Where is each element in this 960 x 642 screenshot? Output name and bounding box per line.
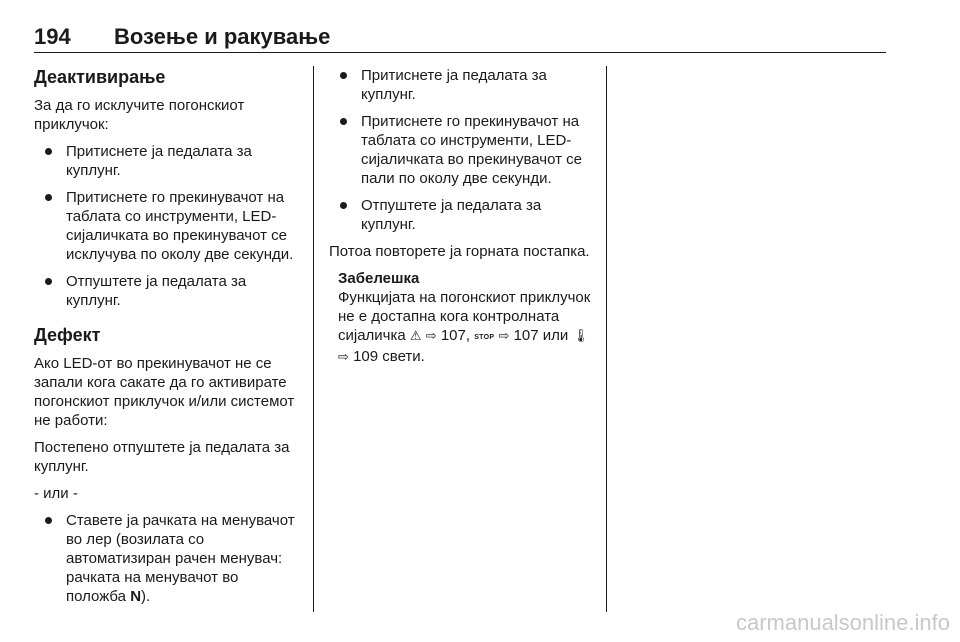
left-column — [34, 66, 299, 614]
coolant-temperature-icon: 🌡 — [572, 328, 589, 343]
note-title: Забелешка — [338, 270, 420, 287]
column-divider — [313, 66, 314, 612]
page-reference-arrow-icon: ⇨ — [338, 349, 349, 364]
malfunction-paragraph: Ако LED-от во прекинувачот не се запали кога сакате да го активирате погонскиот приклучок и/или системот не работи: — [34, 355, 295, 429]
malfunction-instruction: Постепено отпуштете ја педалата за куплунг. — [34, 439, 290, 475]
or-separator: - или - — [34, 485, 78, 502]
gear-position-neutral: N — [130, 588, 142, 605]
deactivation-steps — [34, 142, 299, 310]
list-item: Отпуштете ја педалата за куплунг. — [329, 196, 597, 234]
page-number: 194 — [34, 24, 71, 49]
list-item: Притиснете ја педалата за куплунг. — [34, 142, 299, 180]
note-text: Функцијата на погонскиот приклучок не е достапна кога контролната сијаличка — [338, 289, 591, 344]
alternative-steps — [34, 511, 299, 606]
stop-warning-icon: STOP — [474, 334, 495, 341]
repeat-instruction: Потоа повторете ја горната постапка. — [329, 243, 590, 260]
watermark: carmanualsonline.info — [735, 610, 950, 635]
list-item — [34, 511, 299, 606]
page-ref-2: 107 или — [513, 327, 569, 344]
note-box — [338, 269, 597, 366]
list-item-text-end: ). — [141, 588, 151, 605]
list-item: Притиснете го прекинувачот на таблата со инструменти, LED-сијаличката во прекинувачот се исклучува по околу две секунди. — [34, 188, 299, 264]
section-heading-deactivation: Деактивирање — [34, 67, 166, 87]
section-heading-malfunction: Дефект — [34, 325, 101, 345]
column-divider — [606, 66, 607, 612]
middle-column — [329, 66, 597, 366]
steering-wheel-warning-icon: ⚠ — [409, 328, 422, 343]
page-ref-3: 109 свети. — [353, 348, 425, 365]
list-item: Притиснете го прекинувачот на таблата со инструменти, LED-сијаличката во прекинувачот се пали по околу две секунди. — [329, 112, 597, 188]
page-ref-1: 107, — [440, 327, 471, 344]
chapter-title: Возење и ракување — [114, 24, 331, 49]
activation-steps — [329, 66, 597, 234]
list-item-text: Ставете ја рачката на менувачот во лер (возилата со автоматизиран рачен менувач: рачката на менувачот во положба — [66, 512, 295, 605]
page-reference-arrow-icon: ⇨ — [425, 328, 437, 343]
list-item: Отпуштете ја педалата за куплунг. — [34, 272, 299, 310]
page-header — [34, 24, 886, 53]
page-reference-arrow-icon: ⇨ — [498, 328, 510, 343]
list-item: Притиснете ја педалата за куплунг. — [329, 66, 597, 104]
section-intro: За да го исклучите погонскиот приклучок: — [34, 97, 245, 133]
